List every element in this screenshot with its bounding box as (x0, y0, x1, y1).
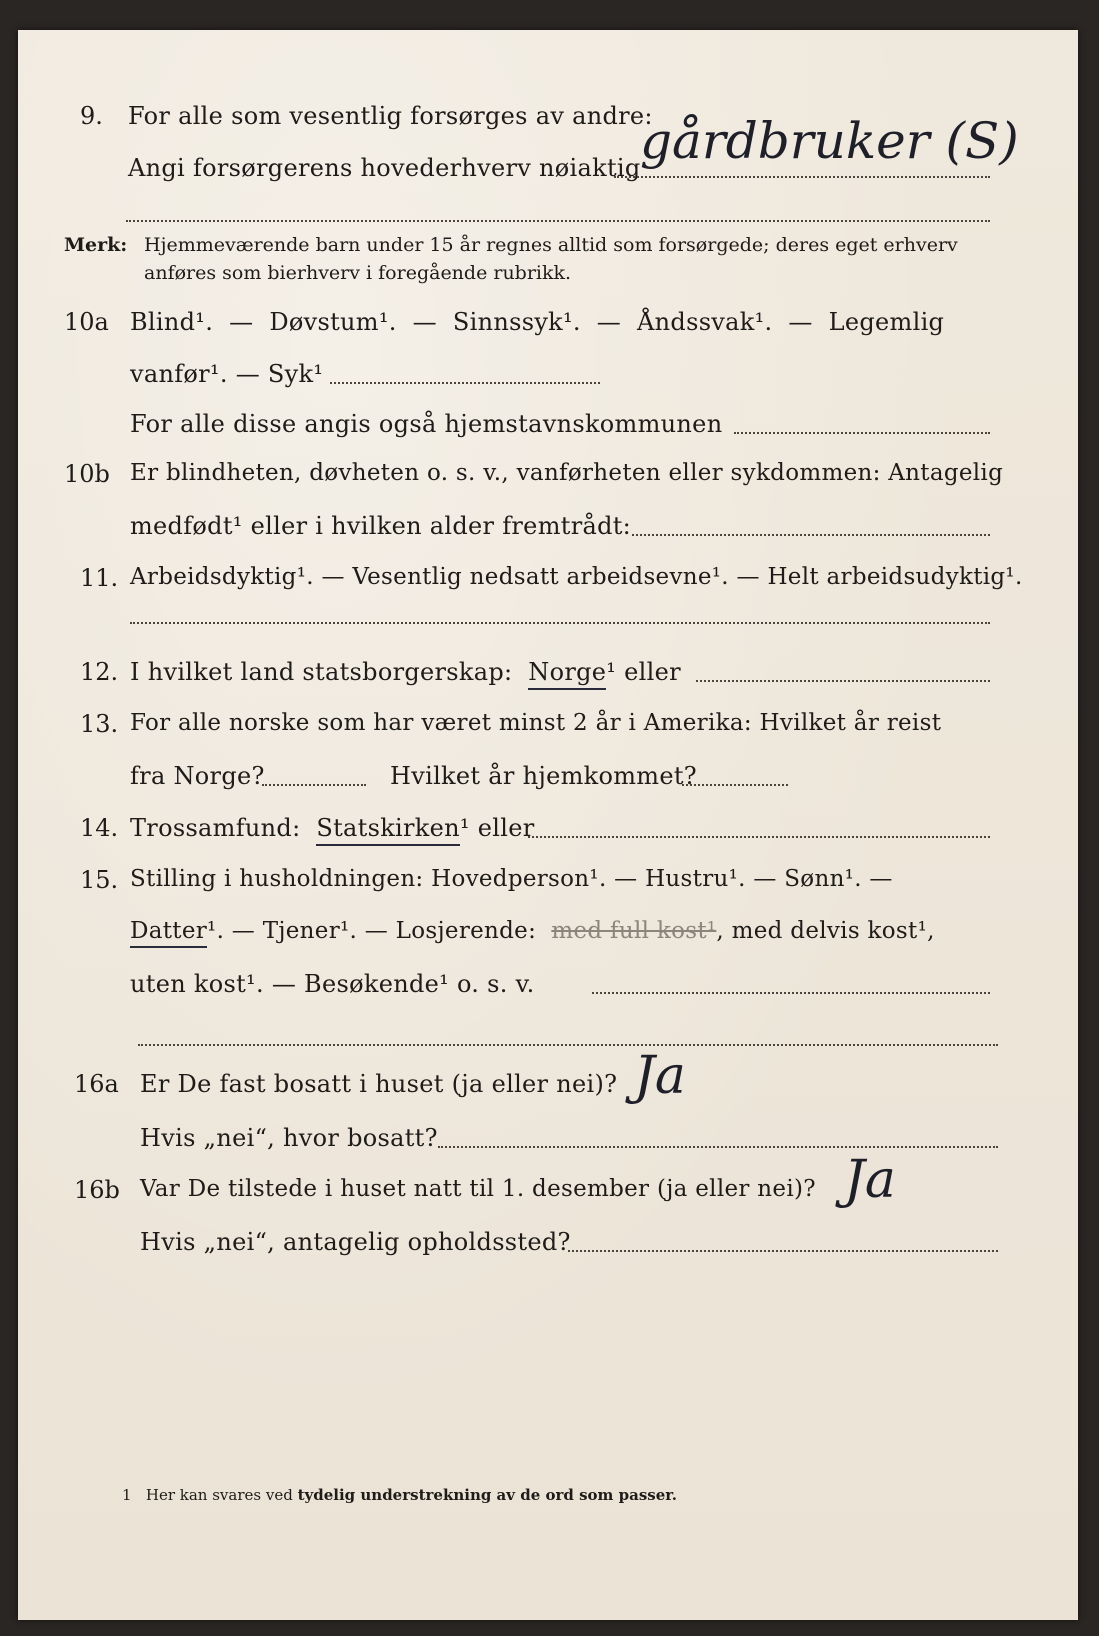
q16b-line1: Var De tilstede i huset natt til 1. desember (ja eller nei)? (140, 1176, 816, 1202)
q15-datter-underlined: Datter (130, 918, 208, 944)
q9-number: 9. (80, 102, 103, 130)
merk-line1: Hjemmeværende barn under 15 år regnes alltid som forsørgede; deres eget erhverv (144, 234, 958, 256)
q10b-answer-line (632, 534, 990, 536)
q9-answer-line (614, 176, 990, 178)
q9-handwritten-answer[interactable]: gårdbruker (S) (640, 112, 1019, 170)
footnote-bold-text: tydelig understrekning av de ord som passer. (297, 1486, 678, 1504)
q12-label: I hvilket land statsborgerskap: (130, 658, 513, 686)
q12-post: ¹ eller (606, 658, 681, 686)
q15-number: 15. (80, 866, 119, 894)
q13-reist-line (262, 784, 366, 786)
q14-answer-line (528, 836, 990, 838)
q14-number: 14. (80, 814, 119, 842)
merk-label: Merk: (64, 234, 128, 256)
q16a-line1: Er De fast bosatt i huset (ja eller nei)? (140, 1070, 618, 1098)
q10b-line2: medfødt¹ eller i hvilken alder fremtrådt: (130, 512, 632, 540)
q15-line2a: ¹. — Tjener¹. — Losjerende: (207, 918, 537, 944)
q15-struck-option: med full kost¹ (551, 918, 717, 944)
q11-answer-line (130, 622, 990, 624)
q10a-line3: For alle disse angis også hjemstavnskommunen (130, 410, 723, 438)
q13-line2a: fra Norge? (130, 762, 265, 790)
q9-line1: For alle som vesentlig forsørges av andre: (128, 102, 653, 130)
q10a-syk-line (330, 382, 600, 384)
q13-line1: For alle norske som har været minst 2 år i Amerika: Hvilket år reist (130, 710, 942, 736)
q10a-number: 10a (64, 308, 109, 336)
q12-norge-underlined: Norge (528, 658, 607, 686)
q12-line (130, 658, 681, 686)
footnote-text: Her kan svares ved (145, 1486, 293, 1504)
q15-line1: Stilling i husholdningen: Hovedperson¹. — Hustru¹. — Sønn¹. — (130, 866, 893, 892)
q10b-line1: Er blindheten, døvheten o. s. v., vanførheten eller sykdommen: Antagelig (130, 460, 1004, 486)
q16a-number: 16a (74, 1070, 119, 1098)
q15-line2 (130, 918, 935, 944)
q16b-opholdssted-line (568, 1250, 998, 1252)
q9-line2: Angi forsørgerens hovederhverv nøiaktig (128, 154, 641, 182)
q10b-number: 10b (64, 460, 110, 488)
q10a-kommune-line (734, 432, 990, 434)
q10a-line2: vanfør¹. — Syk¹ (130, 360, 324, 388)
q12-answer-line (696, 680, 990, 682)
q11-line1: Arbeidsdyktig¹. — Vesentlig nedsatt arbeidsevne¹. — Helt arbeidsudyktig¹. (130, 564, 1023, 590)
q16a-bosatt-line (438, 1146, 998, 1148)
q16a-line2: Hvis „nei“, hvor bosatt? (140, 1124, 438, 1152)
footnote (122, 1486, 677, 1504)
q13-hjem-line (682, 784, 788, 786)
q11-number: 11. (80, 564, 119, 592)
q14-post: ¹ eller (459, 814, 535, 842)
census-form-page (18, 30, 1078, 1620)
q9-extra-line (126, 220, 990, 222)
q15-line2b: , med delvis kost¹, (716, 918, 935, 944)
q12-number: 12. (80, 658, 119, 686)
q10a-line1: Blind¹. — Døvstum¹. — Sinnssyk¹. — Åndssvak¹. — Legemlig (130, 308, 945, 336)
footnote-mark: 1 (122, 1486, 132, 1504)
q14-line (130, 814, 535, 842)
q14-statskirken-underlined: Statskirken (316, 814, 460, 842)
q16a-handwritten-answer[interactable]: Ja (634, 1046, 686, 1106)
merk-line2: anføres som bierhverv i foregående rubrikk. (144, 262, 572, 284)
q16b-handwritten-answer[interactable]: Ja (844, 1150, 896, 1210)
q13-number: 13. (80, 710, 119, 738)
q16b-number: 16b (74, 1176, 120, 1204)
q16b-line2: Hvis „nei“, antagelig opholdssted? (140, 1228, 571, 1256)
q15-line3: uten kost¹. — Besøkende¹ o. s. v. (130, 970, 535, 998)
q14-label: Trossamfund: (130, 814, 301, 842)
q13-line2b: Hvilket år hjemkommet? (390, 762, 697, 790)
q15-extra-line (138, 1044, 998, 1046)
q15-answer-line (592, 992, 990, 994)
